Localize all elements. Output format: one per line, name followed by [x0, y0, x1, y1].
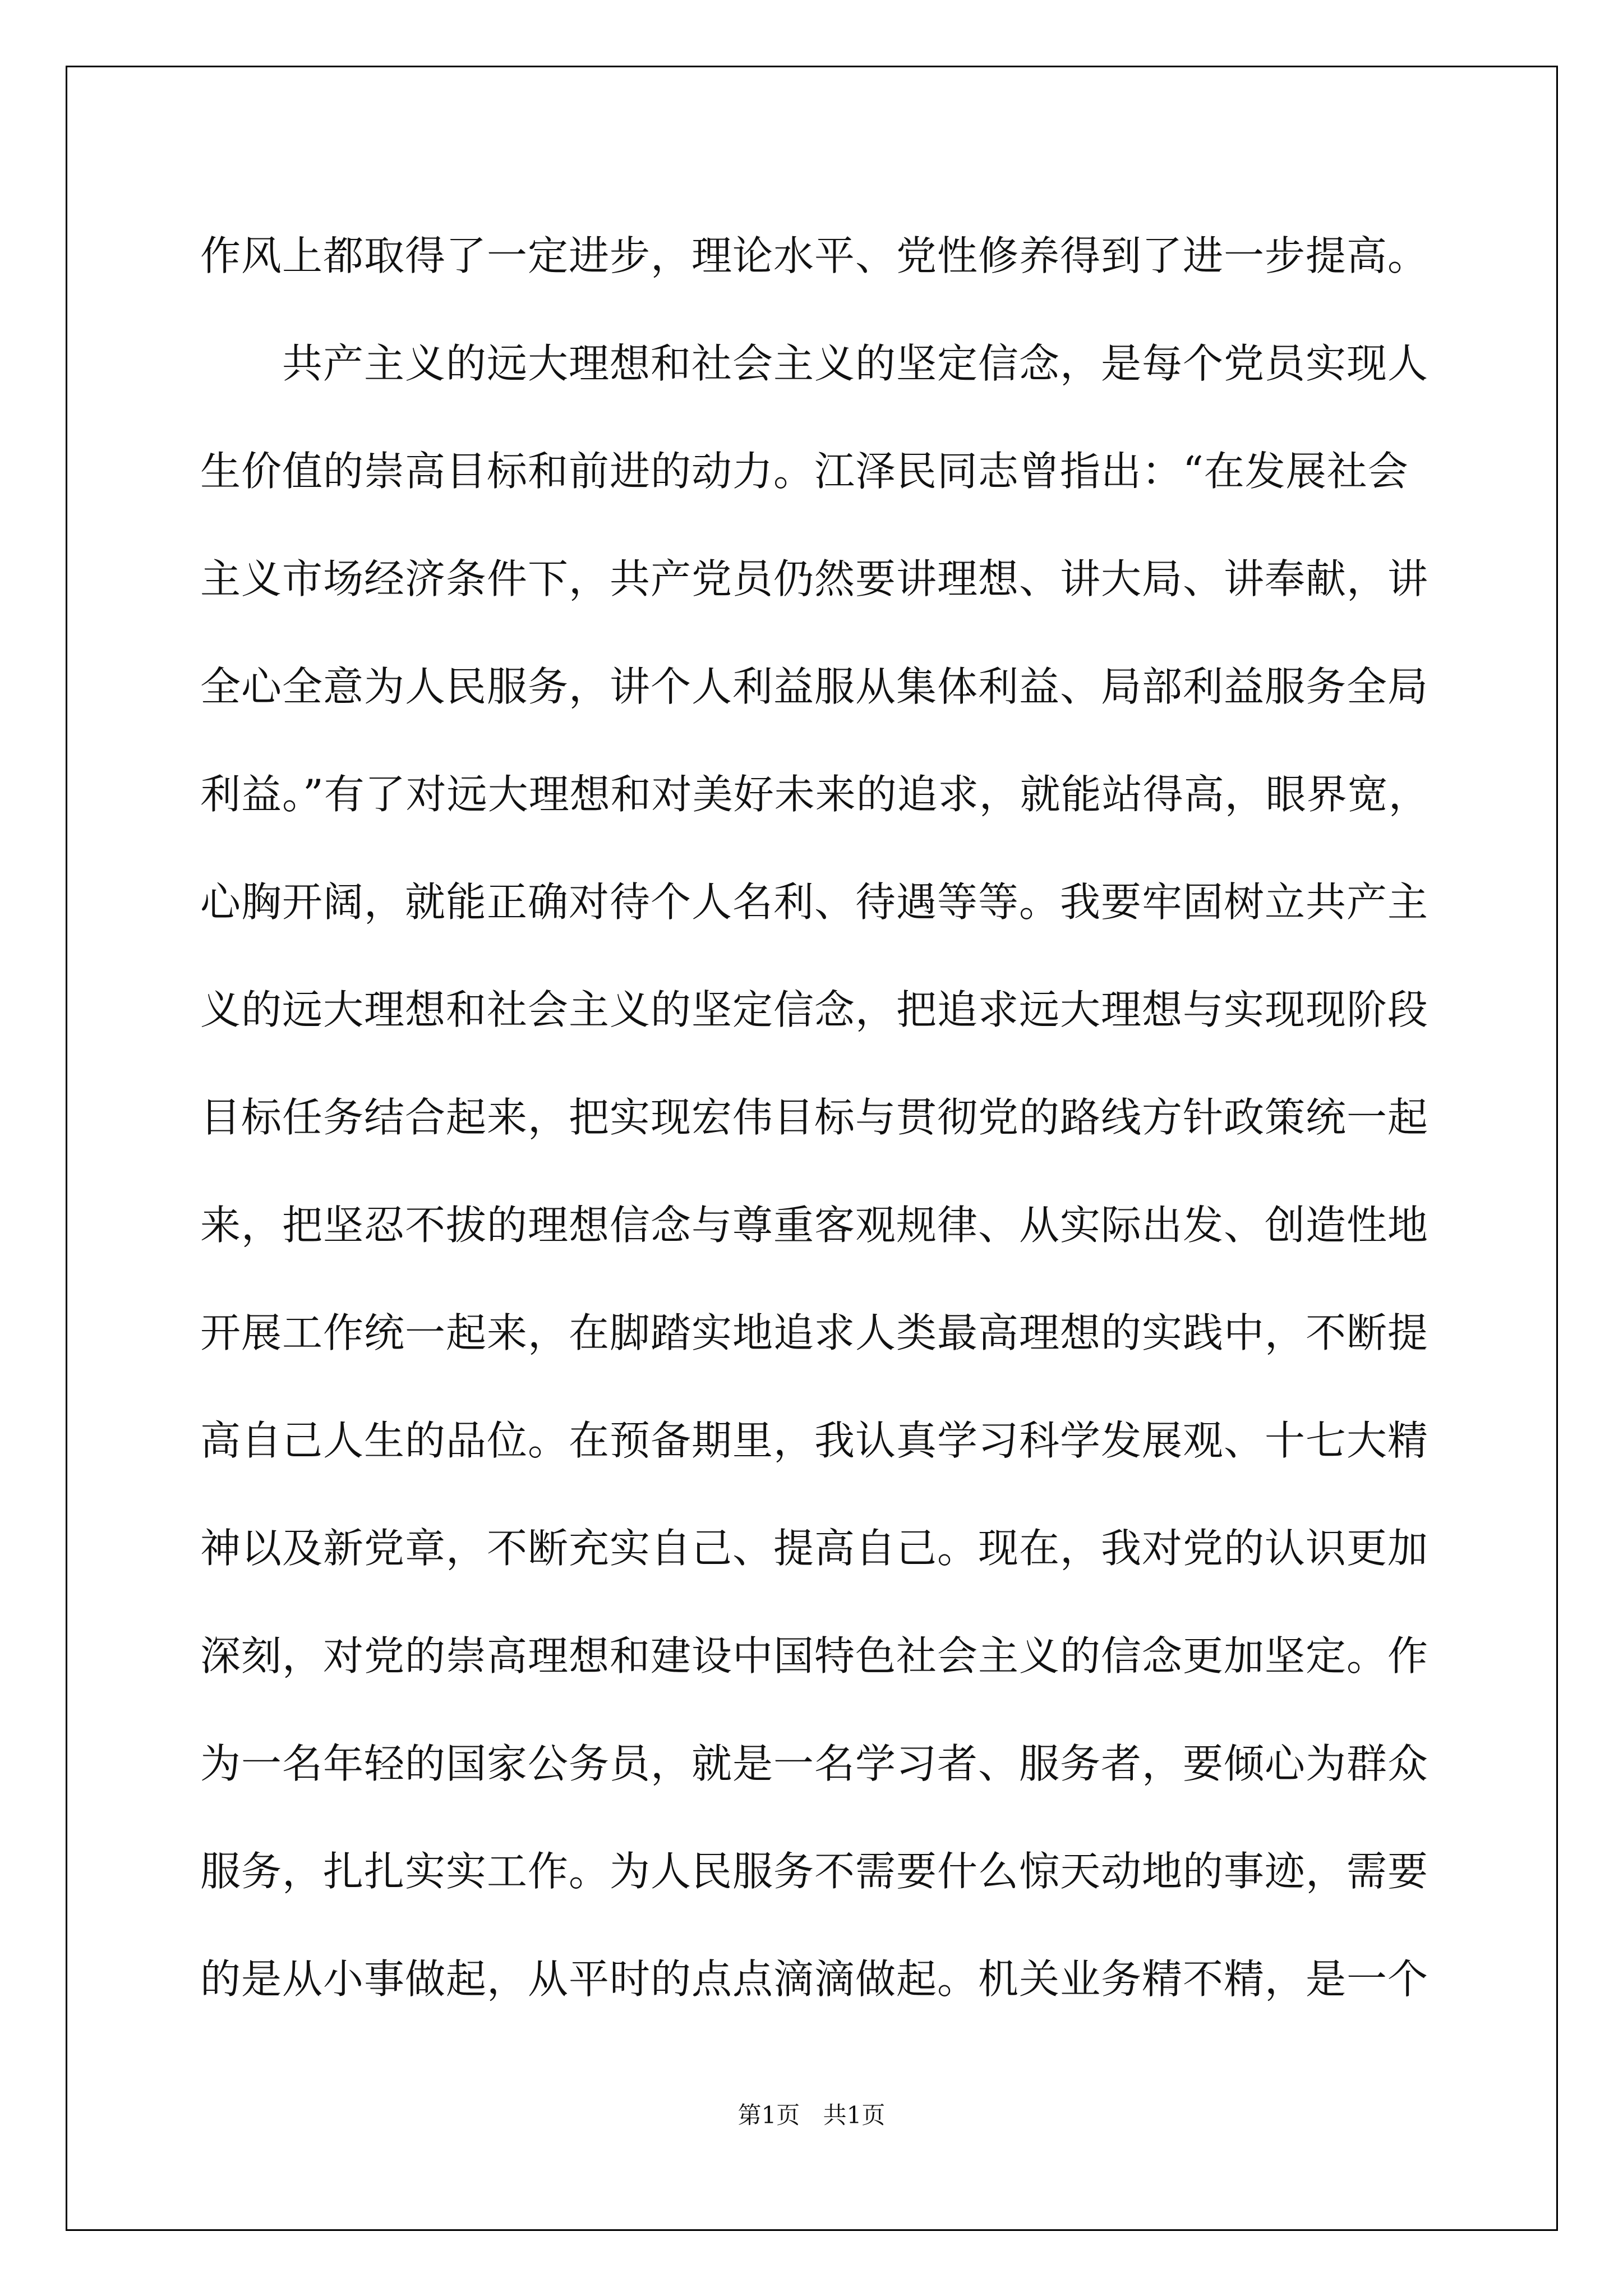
- text-line: 神以及新党章，不断充实自己、提高自己。现在，我对党的认识更加: [200, 1525, 1429, 1572]
- text-line: 来，把坚忍不拔的理想信念与尊重客观规律、从实际出发、创造性地: [200, 1202, 1429, 1249]
- text-line: 开展工作统一起来，在脚踏实地追求人类最高理想的实践中，不断提: [200, 1309, 1429, 1356]
- text-line: 深刻，对党的崇高理想和建设中国特色社会主义的信念更加坚定。作: [200, 1632, 1429, 1680]
- text-line: 共产主义的远大理想和社会主义的坚定信念，是每个党员实现人: [200, 340, 1429, 387]
- text-line: 的是从小事做起，从平时的点点滴滴做起。机关业务精不精，是一个: [200, 1955, 1429, 2003]
- text-line: 义的远大理想和社会主义的坚定信念，把追求远大理想与实现现阶段: [200, 986, 1429, 1033]
- page-number-total: 共1页: [823, 2101, 886, 2129]
- text-line: 作风上都取得了一定进步，理论水平、党性修养得到了进一步提高。: [200, 232, 1429, 279]
- text-line: 生价值的崇高目标和前进的动力。江泽民同志曾指出：“在发展社会: [200, 448, 1409, 495]
- text-line: 高自己人生的品位。在预备期里，我认真学习科学发展观、十七大精: [200, 1417, 1429, 1464]
- text-line: 利益。”有了对远大理想和对美好未来的追求，就能站得高，眼界宽，: [200, 771, 1430, 818]
- text-line: 主义市场经济条件下，共产党员仍然要讲理想、讲大局、讲奉献，讲: [200, 555, 1429, 602]
- page-number-current: 第1页: [737, 2101, 800, 2129]
- text-line: 服务，扎扎实实工作。为人民服务不需要什么惊天动地的事迹，需要: [200, 1848, 1429, 1895]
- document-body: [200, 202, 1428, 2033]
- text-line: 为一名年轻的国家公务员，就是一名学习者、服务者，要倾心为群众: [200, 1740, 1429, 1787]
- page-footer: [0, 2097, 1623, 2131]
- text-line: 目标任务结合起来，把实现宏伟目标与贯彻党的路线方针政策统一起: [200, 1094, 1429, 1141]
- text-line: 全心全意为人民服务，讲个人利益服从集体利益、局部利益服务全局: [200, 663, 1429, 710]
- text-line: 心胸开阔，就能正确对待个人名利、待遇等等。我要牢固树立共产主: [200, 878, 1429, 926]
